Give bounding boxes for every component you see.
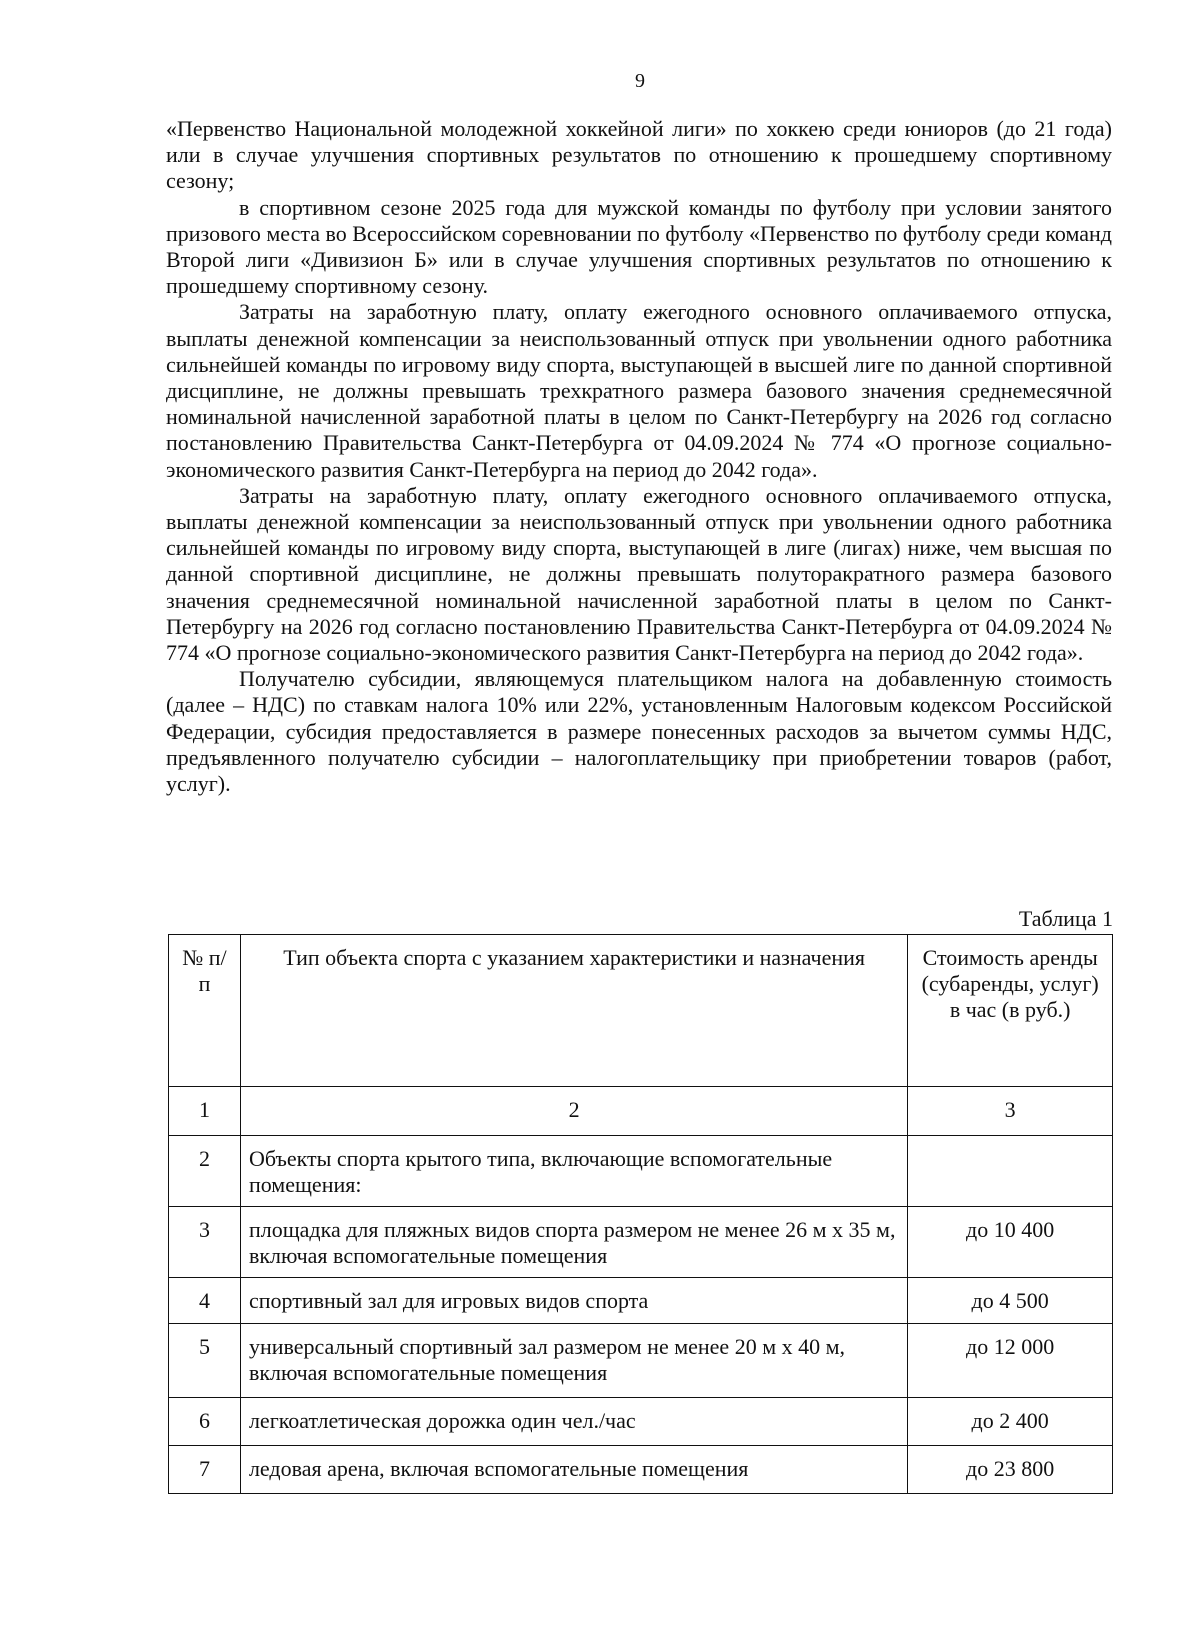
row-cost: до 10 400 xyxy=(908,1207,1113,1278)
page-number: 9 xyxy=(635,70,645,92)
header-object-type: Тип объекта спорта с указанием характеристики и назначения xyxy=(240,935,907,1087)
table-header-row xyxy=(169,935,1113,1087)
row-number: 3 xyxy=(169,1207,241,1278)
row-number: 4 xyxy=(169,1278,241,1324)
paragraph-continuation: «Первенство Национальной молодежной хоккейной лиги» по хоккею среди юниоров (до 21 года) или в случае улучшения спортивных результатов по отношению к прошедшему спортивному сезону; xyxy=(166,116,1112,194)
table-row xyxy=(169,1398,1113,1446)
row-object-type: легкоатлетическая дорожка один чел./час xyxy=(240,1398,907,1446)
table-row xyxy=(169,1278,1113,1324)
row-object-type: площадка для пляжных видов спорта размером не менее 26 м х 35 м, включая вспомогательные помещения xyxy=(240,1207,907,1278)
table-caption: Таблица 1 xyxy=(1018,906,1113,931)
column-index-cell: 2 xyxy=(240,1087,907,1136)
row-object-type: универсальный спортивный зал размером не менее 20 м х 40 м, включая вспомогательные помещения xyxy=(240,1324,907,1398)
paragraph-salary-lower-league: Затраты на заработную плату, оплату ежегодного основного оплачиваемого отпуска, выплаты денежной компенсации за неиспользованный отпуск при увольнении одного работника сильнейшей команды по игровому виду спорта, выступающей в лиге (лигах) ниже, чем высшая по данной спортивной дисциплине, не должны превышать полуторакратного размера базового значения среднемесячной номинальной начисленной заработной платы в целом по Санкт-Петербургу на 2026 год согласно постановлению Правительства Санкт-Петербурга от 04.09.2024 № 774 «О прогнозе социально-экономического развития Санкт-Петербурга на период до 2042 года». xyxy=(166,482,1112,666)
table-row xyxy=(169,1136,1113,1207)
row-object-type: Объекты спорта крытого типа, включающие вспомогательные помещения: xyxy=(240,1136,907,1207)
table-row xyxy=(169,1207,1113,1278)
column-index-cell: 3 xyxy=(908,1087,1113,1136)
body-text xyxy=(166,116,1112,797)
paragraph-salary-top-league: Затраты на заработную плату, оплату ежегодного основного оплачиваемого отпуска, выплаты денежной компенсации за неиспользованный отпуск при увольнении одного работника сильнейшей команды по игровому виду спорта, выступающей в высшей лиге по данной спортивной дисциплине, не должны превышать трехкратного размера базового значения среднемесячной номинальной начисленной заработной платы в целом по Санкт-Петербургу на 2026 год согласно постановлению Правительства Санкт-Петербурга от 04.09.2024 № 774 «О прогнозе социально-экономического развития Санкт-Петербурга на период до 2042 года». xyxy=(166,299,1112,482)
row-cost: до 2 400 xyxy=(908,1398,1113,1446)
row-number: 6 xyxy=(169,1398,241,1446)
column-index-cell: 1 xyxy=(169,1087,241,1136)
paragraph-vat: Получателю субсидии, являющемуся плательщиком налога на добавленную стоимость (далее – НДС) по ставкам налога 10% или 22%, установленным Налоговым кодексом Российской Федерации, субсидия предоставляется в размере понесенных расходов за вычетом суммы НДС, предъявленного получателю субсидии – налогоплательщику при приобретении товаров (работ, услуг). xyxy=(166,666,1112,797)
row-number: 5 xyxy=(169,1324,241,1398)
column-index-row xyxy=(169,1087,1113,1136)
table-row xyxy=(169,1446,1113,1494)
table-row xyxy=(169,1324,1113,1398)
row-number: 2 xyxy=(169,1136,241,1207)
paragraph-football-season: в спортивном сезоне 2025 года для мужской команды по футболу при условии занятого призового места во Всероссийском соревновании по футболу «Первенство по футболу среди команд Второй лиги «Дивизион Б» или в случае улучшения спортивных результатов по отношению к прошедшему спортивному сезону. xyxy=(166,194,1112,299)
row-cost: до 4 500 xyxy=(908,1278,1113,1324)
header-cost: Стоимость аренды (субаренды, услуг) в час (в руб.) xyxy=(908,935,1113,1087)
header-number: № п/п xyxy=(169,935,241,1087)
row-cost: до 23 800 xyxy=(908,1446,1113,1494)
row-cost: до 12 000 xyxy=(908,1324,1113,1398)
rental-cost-table xyxy=(168,934,1113,1494)
row-number: 7 xyxy=(169,1446,241,1494)
row-object-type: ледовая арена, включая вспомогательные помещения xyxy=(240,1446,907,1494)
row-cost xyxy=(908,1136,1113,1207)
row-object-type: спортивный зал для игровых видов спорта xyxy=(240,1278,907,1324)
